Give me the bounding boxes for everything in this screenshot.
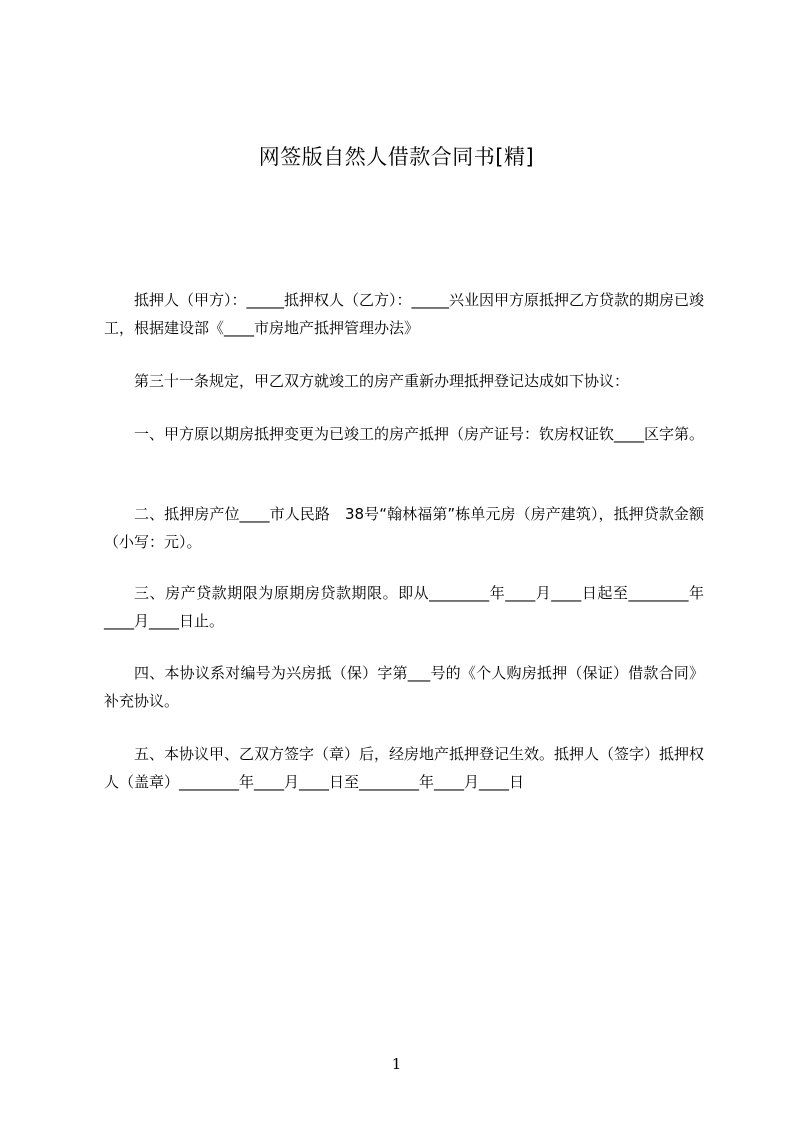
clause-three: [104, 579, 704, 635]
paragraph-text: 第三十一条规定，甲乙双方就竣工的房产重新办理抵押登记达成如下协议：: [134, 372, 630, 390]
paragraph-text: 四、本协议系对编号为兴房抵（保）字第___号的《个人购房抵押（保证）借款合同》补充协议。: [104, 664, 704, 710]
paragraph-text: 一、甲方原以期房抵押变更为已竣工的房产抵押（房产证号：钦房权证钦____区字第。: [134, 425, 705, 443]
document-title: 网签版自然人借款合同书[精]: [258, 145, 535, 169]
clause-five: [104, 740, 704, 796]
paragraph-text: 五、本协议甲、乙双方签字（章）后，经房地产抵押登记生效。抵押人（签字）抵押权人（盖章）________年____月____日至________年____月____日: [104, 745, 705, 791]
clause-two: [104, 500, 704, 556]
clause-one: [104, 420, 704, 448]
paragraph-text: 三、房产贷款期限为原期房贷款期限。即从________年____月____日起至________年____月____日止。: [104, 584, 704, 630]
paragraph-parties: [104, 286, 704, 342]
clause-four: [104, 659, 704, 715]
paragraph-article-31: [104, 367, 704, 395]
page-number: 1: [391, 1055, 402, 1073]
paragraph-text: 二、抵押房产位____市人民路 38号“翰林福第”栋单元房（房产建筑），抵押贷款金额（小写：元）。: [104, 505, 704, 551]
paragraph-text: 抵押人（甲方）：_____抵押权人（乙方）：_____兴业因甲方原抵押乙方贷款的期房已竣工，根据建设部《____市房地产抵押管理办法》: [104, 291, 705, 337]
